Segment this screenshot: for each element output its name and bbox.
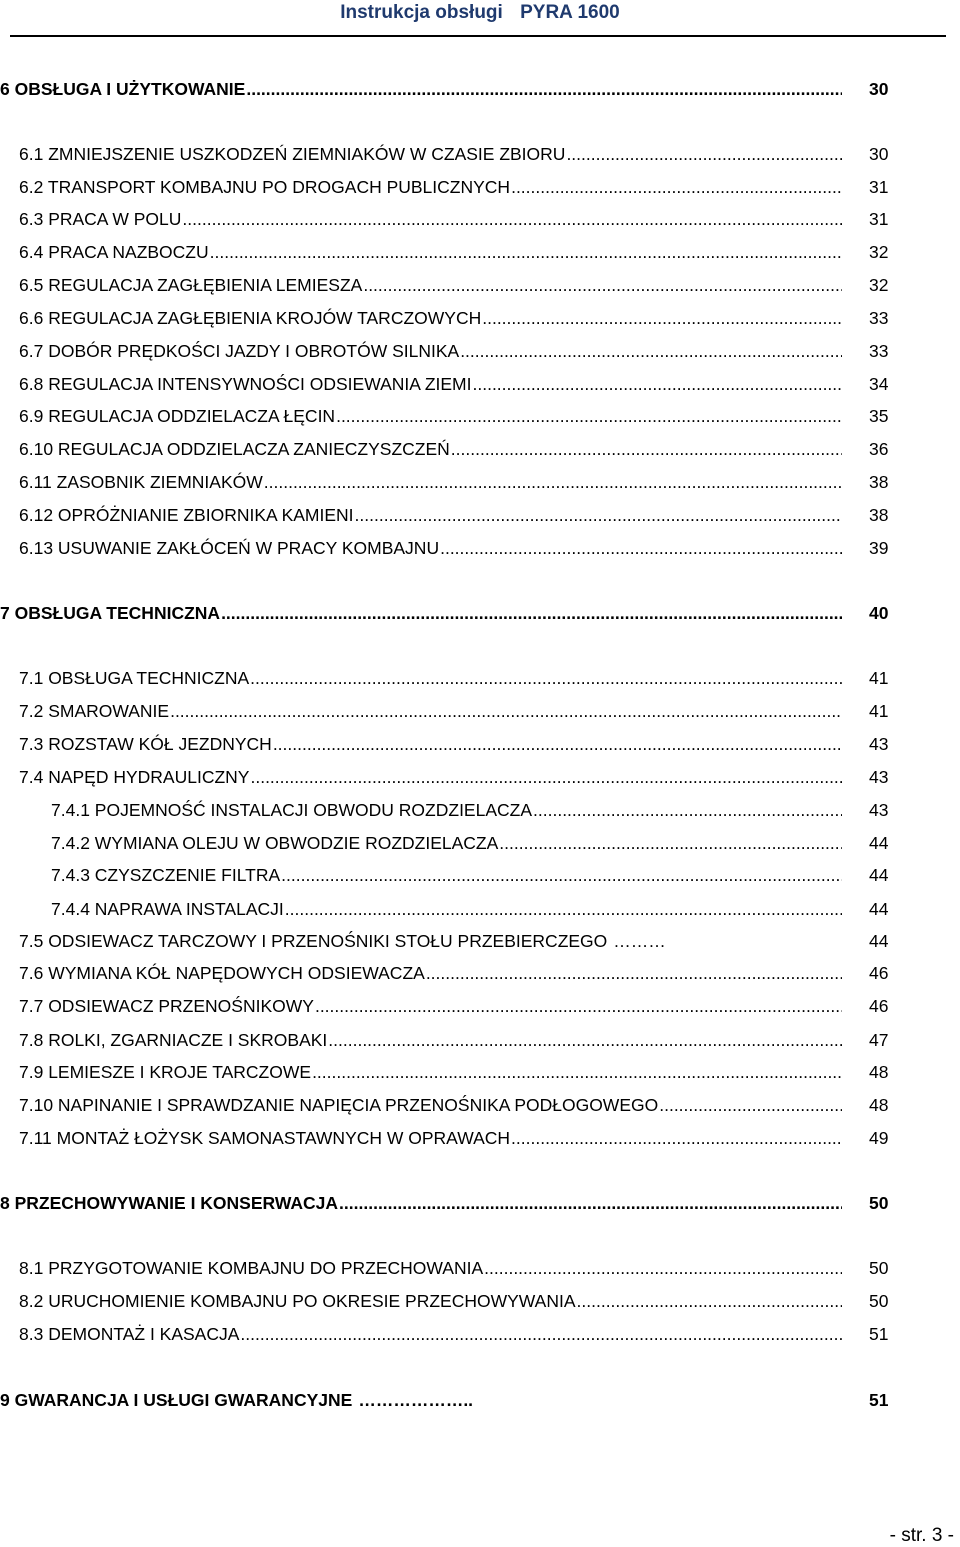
toc-page-number: 38 — [869, 505, 889, 525]
toc-page-number: 51 — [869, 1324, 889, 1344]
toc-entry-title: 6.6 REGULACJA ZAGŁĘBIENIA KROJÓW TARCZOWYCH — [19, 308, 482, 328]
header-divider — [10, 35, 946, 37]
toc-page-number: 48 — [869, 1095, 889, 1115]
toc-dot-leader — [273, 733, 842, 755]
toc-entry[interactable] — [19, 1094, 889, 1116]
toc-entry[interactable] — [19, 1257, 889, 1279]
toc-dot-leader: ……… — [613, 931, 666, 951]
toc-page-number: 32 — [869, 275, 889, 295]
toc-entry-title: 6.7 DOBÓR PRĘDKOŚCI JAZDY I OBROTÓW SILNIKA — [19, 341, 460, 361]
toc-entry-title: 7.4.4 NAPRAWA INSTALACJI — [51, 899, 284, 919]
toc-dot-leader — [312, 1061, 842, 1083]
toc-entry[interactable] — [19, 274, 889, 296]
toc-dot-leader — [451, 438, 842, 460]
toc-dot-leader — [533, 799, 842, 821]
toc-dot-leader — [328, 1029, 842, 1051]
toc-entry-title: 7.1 OBSŁUGA TECHNICZNA — [19, 668, 250, 688]
toc-entry[interactable] — [19, 995, 889, 1017]
toc-page-number: 33 — [869, 341, 889, 361]
page-number: - str. 3 - — [889, 1525, 954, 1546]
toc-entry-title: 6.10 REGULACJA ODDZIELACZA ZANIECZYSZCZEŃ — [19, 439, 450, 459]
toc-dot-leader — [336, 405, 842, 427]
toc-page-number: 44 — [869, 931, 889, 951]
toc-entry[interactable] — [19, 405, 889, 427]
toc-entry[interactable] — [19, 438, 889, 460]
toc-page-number: 30 — [869, 79, 889, 99]
toc-entry-title: 6.8 REGULACJA INTENSYWNOŚCI ODSIEWANIA ZIEMI — [19, 374, 472, 394]
toc-entry-title: 7.6 WYMIANA KÓŁ NAPĘDOWYCH ODSIEWACZA — [19, 963, 425, 983]
toc-dot-leader — [473, 373, 843, 395]
toc-dot-leader — [659, 1094, 842, 1116]
toc-dot-leader — [240, 1323, 842, 1345]
toc-page-number: 40 — [869, 603, 889, 623]
toc-entry[interactable] — [19, 1290, 889, 1312]
toc-dot-leader — [285, 898, 842, 920]
toc-page-number: 49 — [869, 1128, 889, 1148]
toc-page-number: 41 — [869, 668, 889, 688]
toc-entry[interactable] — [19, 373, 889, 395]
toc-entry[interactable] — [19, 1323, 889, 1345]
toc-dot-leader — [440, 537, 842, 559]
toc-entry[interactable] — [19, 340, 889, 362]
toc-entry-title: 7.3 ROZSTAW KÓŁ JEZDNYCH — [19, 734, 272, 754]
toc-page-number: 39 — [869, 538, 889, 558]
toc-page-number: 31 — [869, 177, 889, 197]
toc-page-number: 43 — [869, 767, 889, 787]
toc-entry[interactable] — [19, 143, 889, 165]
toc-entry[interactable] — [51, 832, 889, 854]
toc-entry-title: 7.10 NAPINANIE I SPRAWDZANIE NAPIĘCIA PRZENOŚNIKA PODŁOGOWEGO — [19, 1095, 659, 1115]
toc-entry-title: 8.3 DEMONTAŻ I KASACJA — [19, 1324, 240, 1344]
toc-entry[interactable] — [51, 898, 889, 920]
toc-dot-leader — [511, 176, 842, 198]
toc-entry[interactable] — [19, 471, 889, 493]
toc-dot-leader — [246, 78, 842, 100]
toc-dot-leader — [566, 143, 842, 165]
toc-entry[interactable] — [19, 241, 889, 263]
toc-page-number: 32 — [869, 242, 889, 262]
toc-entry[interactable] — [19, 176, 889, 198]
toc-entry-title: 6.13 USUWANIE ZAKŁÓCEŃ W PRACY KOMBAJNU — [19, 538, 440, 558]
toc-page-number: 50 — [869, 1258, 889, 1278]
toc-entry-title: 7.4.3 CZYSZCZENIE FILTRA — [51, 865, 281, 885]
toc-dot-leader — [170, 700, 842, 722]
toc-entry[interactable] — [19, 733, 889, 755]
toc-dot-leader — [363, 274, 842, 296]
toc-page-number: 51 — [869, 1390, 889, 1410]
toc-page-number: 35 — [869, 406, 889, 426]
toc-entry[interactable] — [19, 208, 889, 230]
toc-entry-title: 7.9 LEMIESZE I KROJE TARCZOWE — [19, 1062, 312, 1082]
toc-entry-title: 8 PRZECHOWYWANIE I KONSERWACJA — [0, 1193, 339, 1213]
toc-entry-title: 6 OBSŁUGA I UŻYTKOWANIE — [0, 79, 246, 99]
toc-entry-title: 6.1 ZMNIEJSZENIE USZKODZEŃ ZIEMNIAKÓW W CZASIE ZBIORU — [19, 144, 566, 164]
toc-dot-leader — [210, 241, 842, 263]
toc-entry-title: 6.2 TRANSPORT KOMBAJNU PO DROGACH PUBLICZNYCH — [19, 177, 511, 197]
toc-dot-leader — [426, 962, 842, 984]
toc-entry-title: 6.9 REGULACJA ODDZIELACZA ŁĘCIN — [19, 406, 336, 426]
toc-entry[interactable] — [19, 766, 889, 788]
toc-dot-leader — [355, 504, 842, 526]
toc-entry[interactable] — [0, 602, 889, 624]
toc-entry-title: 7.2 SMAROWANIE — [19, 701, 170, 721]
toc-page-number: 50 — [869, 1291, 889, 1311]
header-title — [0, 0, 960, 26]
toc-page-number: 50 — [869, 1193, 889, 1213]
toc-entry-title: 7.4 NAPĘD HYDRAULICZNY — [19, 767, 250, 787]
toc-entry[interactable] — [19, 930, 889, 952]
toc-entry-title: 6.3 PRACA W POLU — [19, 209, 182, 229]
toc-page-number: 44 — [869, 833, 889, 853]
toc-page-number: 41 — [869, 701, 889, 721]
toc-dot-leader — [250, 766, 842, 788]
toc-entry[interactable] — [0, 78, 889, 100]
toc-dot-leader — [511, 1127, 842, 1149]
toc-entry[interactable] — [51, 799, 889, 821]
toc-dot-leader — [221, 602, 842, 624]
toc-entry-title: 6.4 PRACA NAZBOCZU — [19, 242, 209, 262]
toc-page-number: 34 — [869, 374, 889, 394]
toc-page-number: 44 — [869, 865, 889, 885]
toc-page-number: 46 — [869, 963, 889, 983]
toc-dot-leader — [484, 1257, 842, 1279]
toc-entry[interactable] — [19, 700, 889, 722]
toc-entry[interactable] — [19, 1029, 889, 1051]
toc-page-number: 47 — [869, 1030, 889, 1050]
model-name: PYRA 1600 — [520, 2, 620, 23]
toc-entry[interactable] — [19, 1061, 889, 1083]
toc-entry[interactable] — [19, 504, 889, 526]
toc-page-number: 43 — [869, 800, 889, 820]
toc-dot-leader — [264, 471, 842, 493]
toc-page-number: 36 — [869, 439, 889, 459]
toc-entry-title: 7.7 ODSIEWACZ PRZENOŚNIKOWY — [19, 996, 314, 1016]
toc-entry-title: 7.4.2 WYMIANA OLEJU W OBWODZIE ROZDZIELACZA — [51, 833, 499, 853]
toc-page-number: 30 — [869, 144, 889, 164]
toc-entry[interactable] — [0, 1192, 889, 1214]
toc-entry-title: 6.11 ZASOBNIK ZIEMNIAKÓW — [19, 472, 263, 492]
toc-entry-title: 7.4.1 POJEMNOŚĆ INSTALACJI OBWODU ROZDZIELACZA — [51, 800, 533, 820]
toc-dot-leader — [182, 208, 842, 230]
document-title: Instrukcja obsługi — [340, 2, 503, 23]
toc-entry-title: 6.12 OPRÓŻNIANIE ZBIORNIKA KAMIENI — [19, 505, 354, 525]
toc-entry[interactable] — [19, 307, 889, 329]
toc-entry-title: 6.5 REGULACJA ZAGŁĘBIENIA LEMIESZA — [19, 275, 363, 295]
page-header — [0, 0, 960, 40]
toc-entry[interactable] — [51, 864, 889, 886]
toc-page-number: 44 — [869, 899, 889, 919]
toc-entry-title: 8.1 PRZYGOTOWANIE KOMBAJNU DO PRZECHOWANIA — [19, 1258, 484, 1278]
toc-page-number: 33 — [869, 308, 889, 328]
toc-entry-title: 7.5 ODSIEWACZ TARCZOWY I PRZENOŚNIKI STOŁU PRZEBIERCZEGO — [19, 931, 608, 951]
toc-page-number: 38 — [869, 472, 889, 492]
toc-entry-title: 8.2 URUCHOMIENIE KOMBAJNU PO OKRESIE PRZECHOWYWANIA — [19, 1291, 576, 1311]
toc-entry[interactable] — [19, 1127, 889, 1149]
toc-entry[interactable] — [19, 667, 889, 689]
toc-entry[interactable] — [19, 537, 889, 559]
toc-entry-title: 7.11 MONTAŻ ŁOŻYSK SAMONASTAWNYCH W OPRAWACH — [19, 1128, 511, 1148]
toc-entry[interactable] — [0, 1389, 889, 1411]
toc-dot-leader — [482, 307, 842, 329]
toc-page-number: 43 — [869, 734, 889, 754]
toc-dot-leader — [281, 864, 842, 886]
toc-entry-title: 7.8 ROLKI, ZGARNIACZE I SKROBAKI — [19, 1030, 328, 1050]
toc-page-number: 46 — [869, 996, 889, 1016]
toc-entry-title: 7 OBSŁUGA TECHNICZNA — [0, 603, 221, 623]
toc-dot-leader — [499, 832, 842, 854]
toc-dot-leader: ……………….. — [358, 1390, 474, 1410]
toc-dot-leader — [577, 1290, 842, 1312]
toc-entry[interactable] — [19, 962, 889, 984]
toc-dot-leader — [460, 340, 842, 362]
toc-page-number: 31 — [869, 209, 889, 229]
toc-dot-leader — [315, 995, 842, 1017]
toc-dot-leader — [250, 667, 842, 689]
toc-dot-leader — [339, 1192, 842, 1214]
toc-entry-title: 9 GWARANCJA I USŁUGI GWARANCYJNE — [0, 1390, 353, 1410]
toc-page-number: 48 — [869, 1062, 889, 1082]
